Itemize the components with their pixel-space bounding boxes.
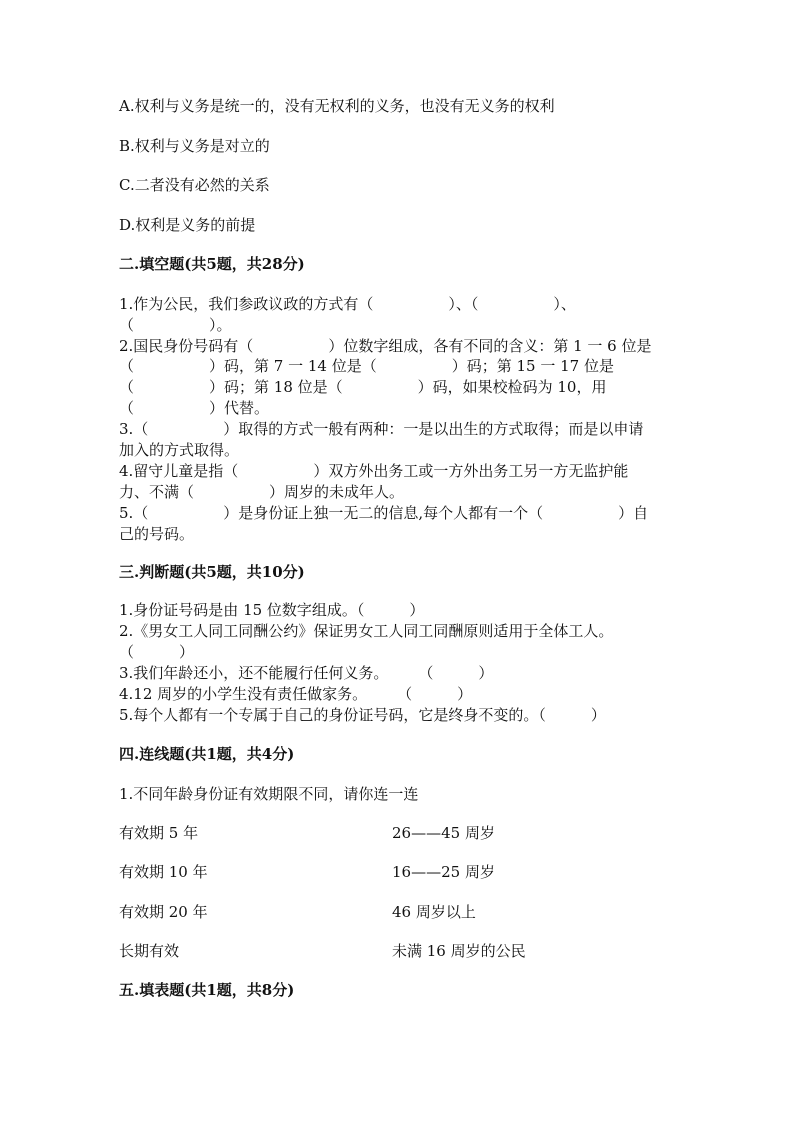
section3-heading: 三.判断题(共5题，共10分) (119, 563, 305, 581)
match-question: 1.不同年龄身份证有效期限不同，请你连一连 (119, 785, 419, 803)
match-left-item: 有效期 5 年 (119, 824, 199, 842)
match-right-item: 26——45 周岁 (392, 824, 495, 842)
fill-line: 加入的方式取得。 (119, 441, 240, 459)
option-b: B.权利与义务是对立的 (119, 137, 270, 155)
match-left-item: 有效期 20 年 (119, 903, 208, 921)
fill-line: 5.（ ）是身份证上独一无二的信息,每个人都有一个（ ）自 (119, 504, 649, 522)
section4-heading: 四.连线题(共1题，共4分) (119, 745, 295, 763)
option-c: C.二者没有必然的关系 (119, 176, 270, 194)
match-left-item: 有效期 10 年 (119, 863, 208, 881)
fill-line: 3.（ ）取得的方式一般有两种：一是以出生的方式取得；而是以申请 (119, 420, 644, 438)
match-right-item: 46 周岁以上 (392, 903, 476, 921)
option-d: D.权利是义务的前提 (119, 216, 256, 234)
fill-line: （ ）码，第 7 一 14 位是（ ）码；第 15 一 17 位是 (119, 357, 614, 375)
fill-line: 力、不满（ ）周岁的未成年人。 (119, 483, 405, 501)
match-right-item: 16——25 周岁 (392, 863, 495, 881)
option-a: A.权利与义务是统一的，没有无权利的义务，也没有无义务的权利 (119, 97, 555, 115)
judge-line: 1.身份证号码是由 15 位数字组成。（ ） (119, 601, 425, 619)
match-right-item: 未满 16 周岁的公民 (392, 942, 526, 960)
judge-line: 2.《男女工人同工同酬公约》保证男女工人同工同酬原则适用于全体工人。 (119, 622, 614, 640)
fill-line: 2.国民身份号码有（ ）位数字组成，各有不同的含义：第 1 一 6 位是 (119, 337, 652, 355)
judge-line: 4.12 周岁的小学生没有责任做家务。 （ ） (119, 685, 473, 703)
fill-line: 己的号码。 (119, 525, 195, 543)
fill-line: 4.留守儿童是指（ ）双方外出务工或一方外出务工另一方无监护能 (119, 462, 629, 480)
fill-line: 1.作为公民，我们参政议政的方式有（ ）、（ ）、 (119, 295, 576, 313)
judge-line: 3.我们年龄还小，还不能履行任何义务。 （ ） (119, 664, 494, 682)
judge-line: （ ） (119, 643, 195, 661)
fill-line: （ ）。 (119, 316, 232, 334)
section2-heading: 二.填空题(共5题，共28分) (119, 255, 305, 273)
fill-line: （ ）码；第 18 位是（ ）码，如果校检码为 10，用 (119, 378, 607, 396)
judge-line: 5.每个人都有一个专属于自己的身份证号码，它是终身不变的。（ ） (119, 706, 606, 724)
section5-heading: 五.填表题(共1题，共8分) (119, 981, 295, 999)
match-left-item: 长期有效 (119, 942, 180, 960)
fill-line: （ ）代替。 (119, 399, 270, 417)
